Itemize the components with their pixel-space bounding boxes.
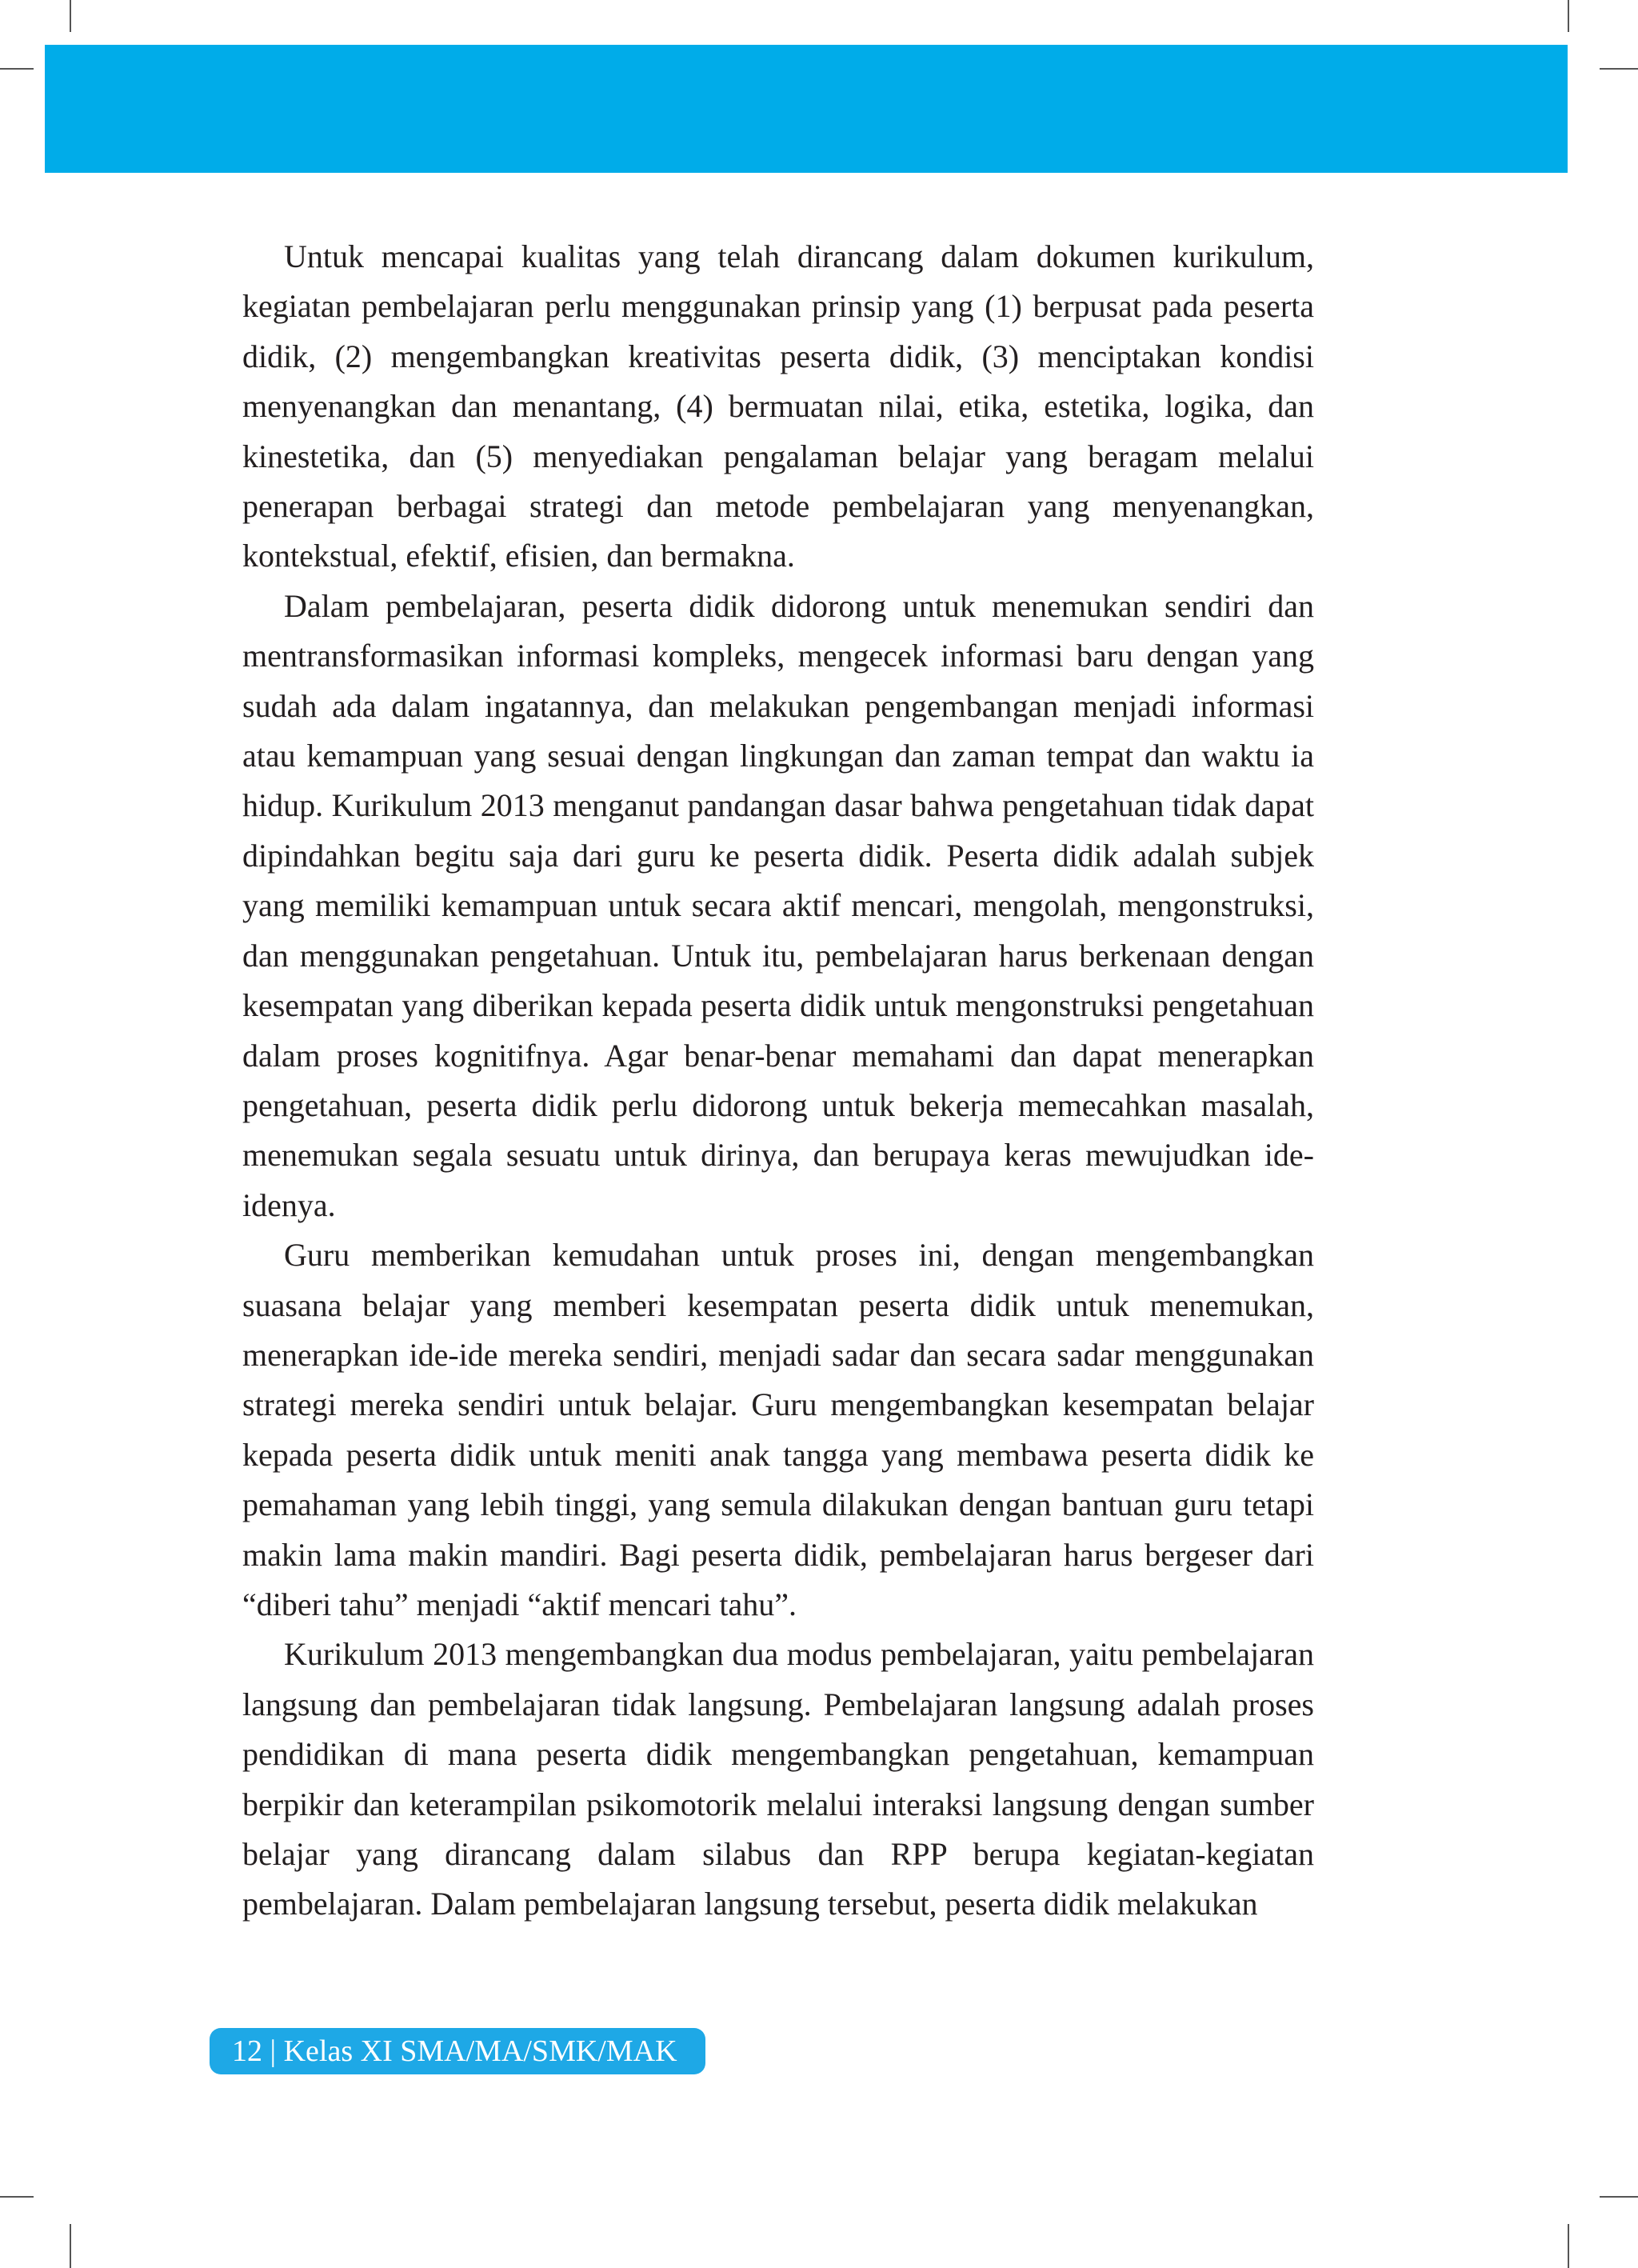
page-footer-label <box>210 2028 705 2074</box>
crop-mark-right-top <box>1600 68 1638 70</box>
crop-mark-top-left <box>70 0 71 32</box>
header-band <box>45 45 1568 173</box>
crop-mark-top-right <box>1568 0 1569 32</box>
paragraph-4: Kurikulum 2013 mengembangkan dua modus pembelajaran, yaitu pembelajaran langsung dan pembelajaran tidak langsung. Pembelajaran langsung adalah proses pendidikan di mana peserta didik mengembangkan pengetahuan, kemampuan berpikir dan keterampilan psikomotorik melalui interaksi langsung dengan sumber belajar yang dirancang dalam silabus dan RPP berupa kegiatan-kegiatan pembelajaran. Dalam pembelajaran langsung tersebut, peserta didik melakukan <box>242 1636 1314 1922</box>
crop-mark-bottom-right <box>1568 2224 1569 2268</box>
body-text <box>242 232 1314 1930</box>
crop-mark-left-bottom <box>0 2196 34 2198</box>
paragraph-1: Untuk mencapai kualitas yang telah dirancang dalam dokumen kurikulum, kegiatan pembelajaran perlu menggunakan prinsip yang (1) berpusat pada peserta didik, (2) mengembangkan kreativitas peserta didik, (3) menciptakan kondisi menyenangkan dan menantang, (4) bermuatan nilai, etika, estetika, logika, dan kinestetika, dan (5) menyediakan pengalaman belajar yang beragam melalui penerapan berbagai strategi dan metode pembelajaran yang menyenangkan, kontekstual, efektif, efisien, dan bermakna. <box>242 238 1314 574</box>
paragraph-2: Dalam pembelajaran, peserta didik didorong untuk menemukan sendiri dan mentransformasikan informasi kompleks, mengecek informasi baru dengan yang sudah ada dalam ingatannya, dan melakukan pengembangan menjadi informasi atau kemampuan yang sesuai dengan lingkungan dan zaman tempat dan waktu ia hidup. Kurikulum 2013 menganut pandangan dasar bahwa pengetahuan tidak dapat dipindahkan begitu saja dari guru ke peserta didik. Peserta didik adalah subjek yang memiliki kemampuan untuk secara aktif mencari, mengolah, mengonstruksi, dan menggunakan pengetahuan. Untuk itu, pembelajaran harus berkenaan dengan kesempatan yang diberikan kepada peserta didik untuk mengonstruksi pengetahuan dalam proses kognitifnya. Agar benar-benar memahami dan dapat menerapkan pengetahuan, peserta didik perlu didorong untuk bekerja memecahkan masalah, menemukan segala sesuatu untuk dirinya, dan berupaya keras mewujudkan ide-idenya. <box>242 587 1314 1223</box>
crop-mark-left-top <box>0 68 34 70</box>
page-number-and-class: 12 | Kelas XI SMA/MA/SMK/MAK <box>232 2034 677 2068</box>
crop-mark-bottom-left <box>70 2224 71 2268</box>
crop-mark-right-bottom <box>1600 2196 1638 2198</box>
paragraph-3: Guru memberikan kemudahan untuk proses ini, dengan mengembangkan suasana belajar yang memberi kesempatan peserta didik untuk menemukan, menerapkan ide-ide mereka sendiri, menjadi sadar dan secara sadar menggunakan strategi mereka sendiri untuk belajar. Guru mengembangkan kesempatan belajar kepada peserta didik untuk meniti anak tangga yang membawa peserta didik ke pemahaman yang lebih tinggi, yang semula dilakukan dengan bantuan guru tetapi makin lama makin mandiri. Bagi peserta didik, pembelajaran harus bergeser dari “diberi tahu” menjadi “aktif mencari tahu”. <box>242 1237 1314 1622</box>
